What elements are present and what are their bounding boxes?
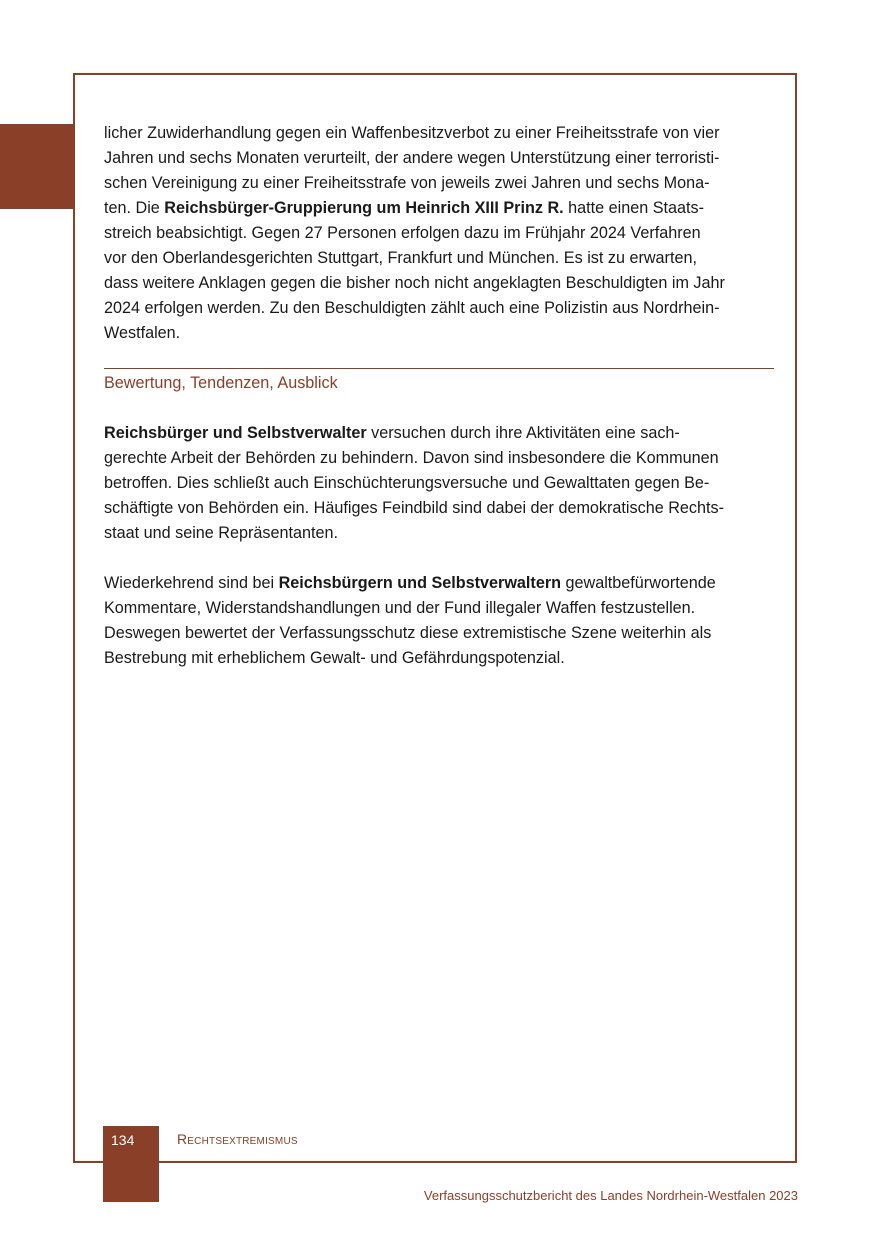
text-fragment: ten. Die: [104, 199, 165, 217]
text-line: streich beabsichtigt. Gegen 27 Personen erfolgen dazu im Frühjahr 2024 Verfahren: [104, 224, 701, 242]
publication-footer: Verfassungsschutzbericht des Landes Nordrhein-Westfalen 2023: [423, 1188, 798, 1203]
text-line: betroffen. Dies schließt auch Einschüchterungsversuche und Gewalttaten gegen Be-: [104, 474, 710, 492]
text-fragment: versuchen durch ihre Aktivitäten eine sach-: [366, 424, 680, 442]
text-line: Kommentare, Widerstandshandlungen und der Fund illegaler Waffen festzustellen.: [104, 599, 696, 617]
text-line: 2024 erfolgen werden. Zu den Beschuldigten zählt auch eine Polizistin aus Nordrhein-: [104, 299, 720, 317]
text-fragment: Wiederkehrend sind bei: [104, 574, 279, 592]
page-number: 134: [111, 1132, 135, 1148]
chapter-side-tab: [0, 124, 73, 209]
bold-term: Reichsbürgern und Selbstverwaltern: [278, 574, 562, 592]
paragraph-outlook: [104, 571, 774, 671]
running-head: Rechtsextremismus: [177, 1131, 298, 1147]
text-line: Westfalen.: [104, 324, 181, 342]
text-line: staat und seine Repräsentanten.: [104, 524, 338, 542]
text-line: schen Vereinigung zu einer Freiheitsstrafe von jeweils zwei Jahren und sechs Mona-: [104, 174, 710, 192]
bold-term: Reichsbürger und Selbstverwalter: [104, 424, 367, 442]
paragraph-court-rulings: [104, 121, 774, 346]
paragraph-assessment: [104, 421, 774, 546]
text-line: Jahren und sechs Monaten verurteilt, der andere wegen Unterstützung einer terroristi-: [104, 149, 720, 167]
text-fragment: hatte einen Staats-: [563, 199, 705, 217]
section-heading: Bewertung, Tendenzen, Ausblick: [104, 374, 338, 392]
text-line: dass weitere Anklagen gegen die bisher noch nicht angeklagten Beschuldigten im Jahr: [104, 274, 725, 292]
text-line: Bestrebung mit erheblichem Gewalt- und Gefährdungspotenzial.: [104, 649, 565, 667]
text-line: licher Zuwiderhandlung gegen ein Waffenbesitzverbot zu einer Freiheitsstrafe von vier: [104, 124, 720, 142]
text-line: schäftigte von Behörden ein. Häufiges Feindbild sind dabei der demokratische Rechts-: [104, 499, 724, 517]
text-line: vor den Oberlandesgerichten Stuttgart, Frankfurt und München. Es ist zu erwarten,: [104, 249, 697, 267]
text-line: gerechte Arbeit der Behörden zu behindern. Davon sind insbesondere die Kommunen: [104, 449, 719, 467]
section-divider: [104, 368, 774, 369]
page-content: [104, 121, 774, 671]
text-line: Deswegen bewertet der Verfassungsschutz diese extremistische Szene weiterhin als: [104, 624, 712, 642]
bold-group-name: Reichsbürger-Gruppierung um Heinrich XIII Prinz R.: [164, 199, 564, 217]
text-fragment: gewaltbefürwortende: [561, 574, 716, 592]
